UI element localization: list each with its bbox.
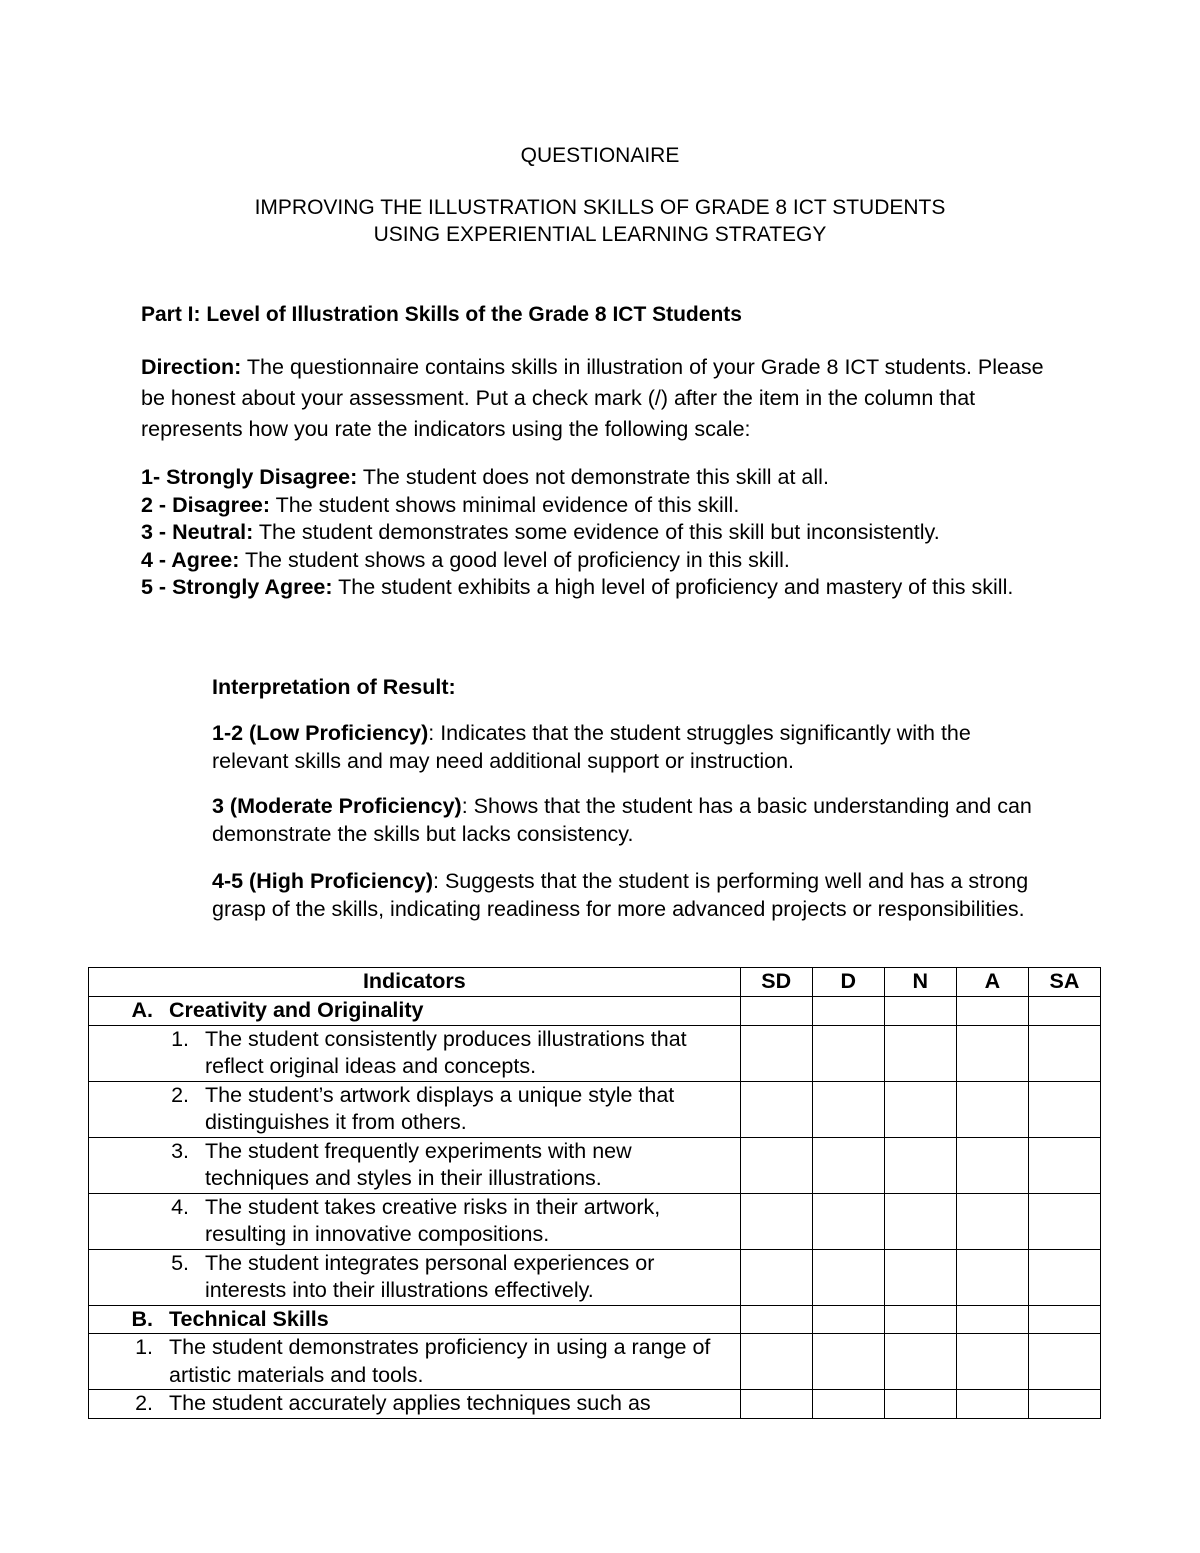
rating-cell[interactable] (884, 1334, 956, 1390)
interpretation-item-low: 1-2 (Low Proficiency): Indicates that the student struggles significantly with the relevant skills and may need additional support or instruction. (212, 721, 971, 773)
rating-cell[interactable] (884, 1025, 956, 1081)
rating-cell[interactable] (884, 1249, 956, 1305)
header-d: D (812, 968, 884, 997)
rating-cell[interactable] (740, 1081, 812, 1137)
rating-cell[interactable] (740, 1305, 812, 1334)
rating-cell[interactable] (812, 997, 884, 1026)
table-header-row (89, 968, 1101, 997)
rating-cell[interactable] (956, 1305, 1028, 1334)
indicator-b2: 2. The student accurately applies techniques such as (89, 1390, 741, 1419)
rating-cell[interactable] (740, 1025, 812, 1081)
table-row (89, 1137, 1101, 1193)
header-a: A (956, 968, 1028, 997)
rating-cell[interactable] (956, 1390, 1028, 1419)
rating-cell[interactable] (1028, 1137, 1100, 1193)
header-indicators: Indicators (89, 968, 741, 997)
rating-cell[interactable] (812, 1025, 884, 1081)
header-n: N (884, 968, 956, 997)
scale-item: 5 - Strongly Agree: The student exhibits a high level of proficiency and mastery of this skill. (141, 575, 1014, 599)
table-row (89, 1193, 1101, 1249)
rating-cell[interactable] (884, 1193, 956, 1249)
rating-cell[interactable] (812, 1249, 884, 1305)
rating-cell[interactable] (740, 997, 812, 1026)
header-sa: SA (1028, 968, 1100, 997)
interpretation-item-moderate: 3 (Moderate Proficiency): Shows that the student has a basic understanding and can demonstrate the skills but lacks consistency. (212, 794, 1032, 846)
rating-cell[interactable] (740, 1249, 812, 1305)
rating-cell[interactable] (884, 1390, 956, 1419)
indicator-a4: 4. The student takes creative risks in their artwork, resulting in innovative compositions. (89, 1193, 741, 1249)
direction-paragraph (141, 352, 1061, 445)
section-row-a (89, 997, 1101, 1026)
table-row (89, 1025, 1101, 1081)
indicator-a1: 1. The student consistently produces illustrations that reflect original ideas and concepts. (89, 1025, 741, 1081)
rating-cell[interactable] (1028, 1193, 1100, 1249)
indicators-table (88, 967, 1101, 1419)
rating-cell[interactable] (812, 1193, 884, 1249)
rating-cell[interactable] (740, 1334, 812, 1390)
rating-cell[interactable] (956, 1249, 1028, 1305)
section-a-title: A. Creativity and Originality (89, 997, 741, 1026)
rating-cell[interactable] (1028, 997, 1100, 1026)
rating-cell[interactable] (884, 1137, 956, 1193)
rating-cell[interactable] (740, 1137, 812, 1193)
rating-cell[interactable] (812, 1137, 884, 1193)
interpretation-heading: Interpretation of Result: (212, 675, 456, 699)
rating-cell[interactable] (956, 1334, 1028, 1390)
scale-list (141, 464, 1061, 602)
rating-cell[interactable] (812, 1334, 884, 1390)
rating-cell[interactable] (956, 1081, 1028, 1137)
subtitle-line-1: IMPROVING THE ILLUSTRATION SKILLS OF GRADE 8 ICT STUDENTS (254, 196, 946, 219)
indicator-a5: 5. The student integrates personal experiences or interests into their illustrations effectively. (89, 1249, 741, 1305)
rating-cell[interactable] (812, 1305, 884, 1334)
rating-cell[interactable] (1028, 1249, 1100, 1305)
rating-cell[interactable] (956, 1137, 1028, 1193)
rating-cell[interactable] (884, 1081, 956, 1137)
table-row (89, 1249, 1101, 1305)
rating-cell[interactable] (812, 1390, 884, 1419)
direction-label: Direction: (141, 355, 242, 379)
rating-cell[interactable] (1028, 1305, 1100, 1334)
scale-item: 4 - Agree: The student shows a good level of proficiency in this skill. (141, 547, 790, 572)
rating-cell[interactable] (740, 1390, 812, 1419)
direction-text: The questionnaire contains skills in illustration of your Grade 8 ICT students. Please be honest about your assessment. Put a check mark (/) after the item in the column that represents how you rate the indicators using the following scale: (141, 355, 1044, 441)
section-row-b (89, 1305, 1101, 1334)
scale-item: 2 - Disagree: The student shows minimal evidence of this skill. (141, 492, 740, 517)
section-b-title: B. Technical Skills (89, 1305, 741, 1334)
rating-cell[interactable] (956, 1193, 1028, 1249)
indicator-a2: 2. The student’s artwork displays a unique style that distinguishes it from others. (89, 1081, 741, 1137)
indicator-a3: 3. The student frequently experiments with new techniques and styles in their illustrations. (89, 1137, 741, 1193)
scale-item: 3 - Neutral: The student demonstrates some evidence of this skill but inconsistently. (141, 520, 940, 544)
subtitle-line-2: USING EXPERIENTIAL LEARNING STRATEGY (373, 223, 827, 246)
table-row (89, 1081, 1101, 1137)
rating-cell[interactable] (1028, 1334, 1100, 1390)
rating-cell[interactable] (884, 1305, 956, 1334)
interpretation-item-high: 4-5 (High Proficiency): Suggests that the student is performing well and has a strong grasp of the skills, indicating readiness for more advanced projects or responsibilities. (212, 869, 1029, 921)
indicator-b1: 1. The student demonstrates proficiency in using a range of artistic materials and tools. (89, 1334, 741, 1390)
table-row (89, 1334, 1101, 1390)
table-row (89, 1390, 1101, 1419)
rating-cell[interactable] (1028, 1081, 1100, 1137)
part-heading: Part I: Level of Illustration Skills of the Grade 8 ICT Students (141, 303, 742, 326)
header-sd: SD (740, 968, 812, 997)
rating-cell[interactable] (956, 997, 1028, 1026)
document-title: QUESTIONAIRE (520, 144, 680, 167)
rating-cell[interactable] (1028, 1025, 1100, 1081)
rating-cell[interactable] (1028, 1390, 1100, 1419)
rating-cell[interactable] (740, 1193, 812, 1249)
scale-item: 1- Strongly Disagree: The student does not demonstrate this skill at all. (141, 465, 829, 489)
rating-cell[interactable] (884, 997, 956, 1026)
rating-cell[interactable] (956, 1025, 1028, 1081)
rating-cell[interactable] (812, 1081, 884, 1137)
